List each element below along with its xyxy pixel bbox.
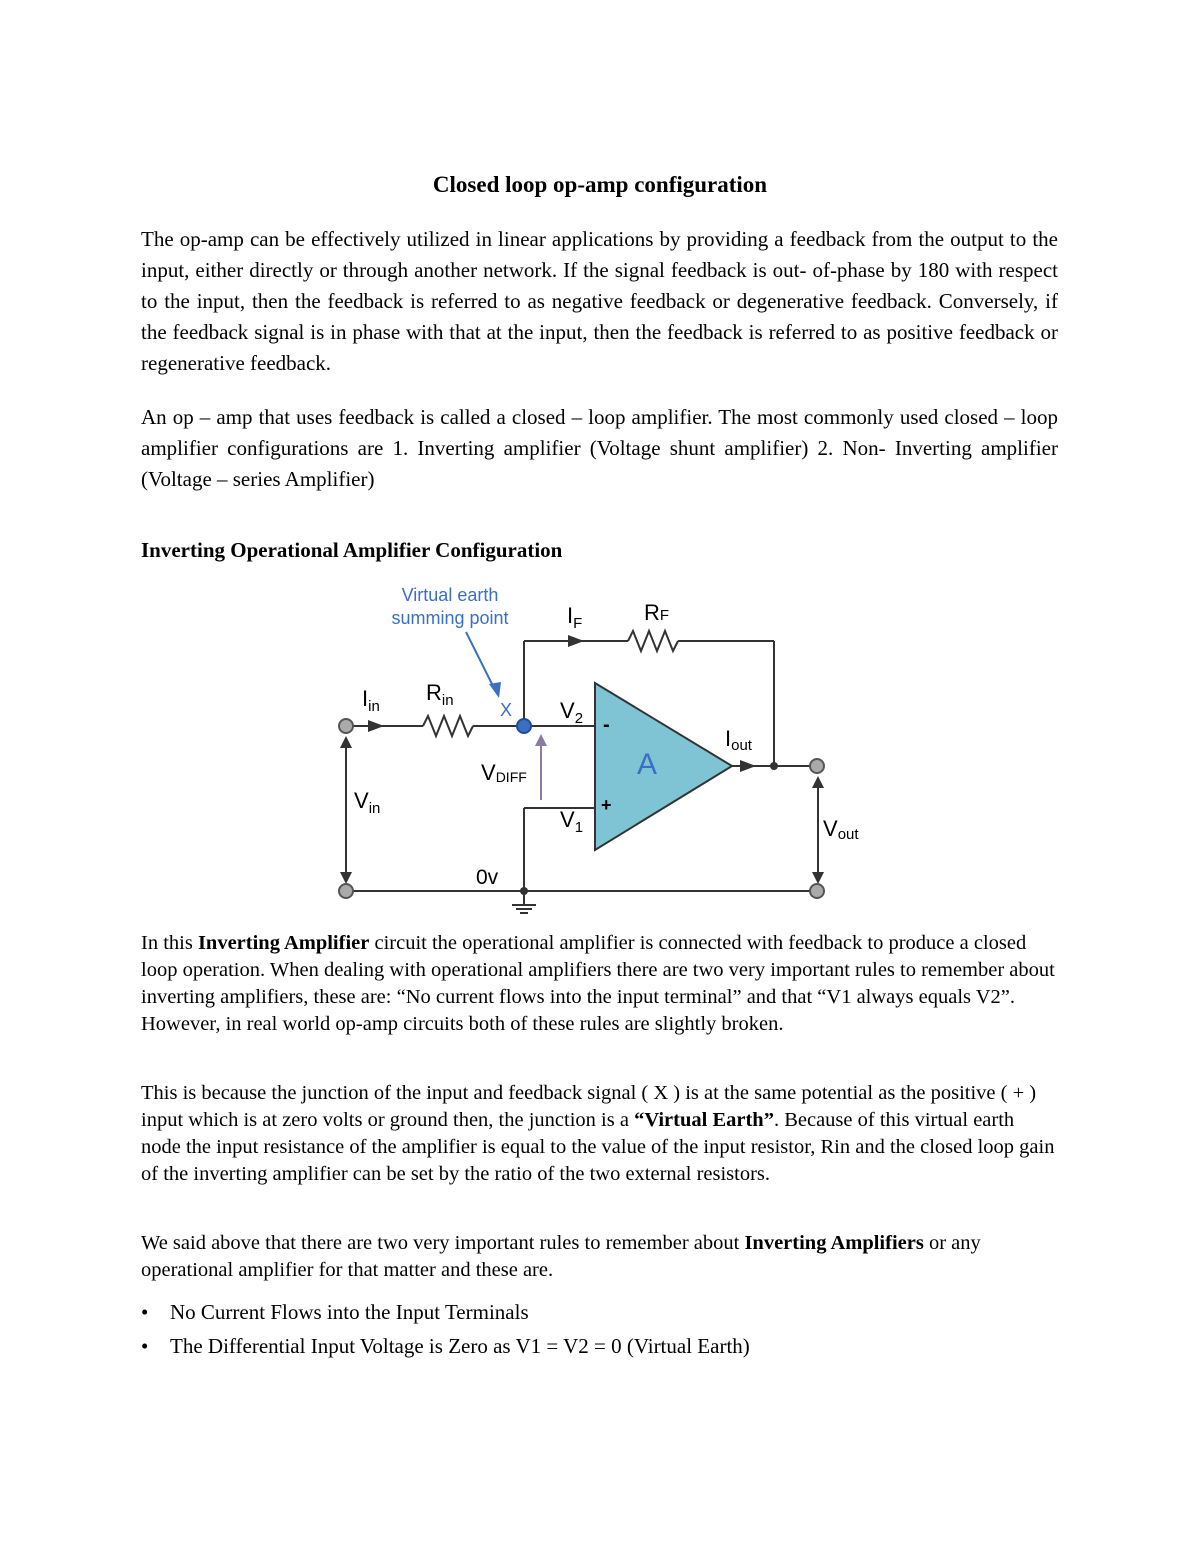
para3-bold: Inverting Amplifier	[197, 932, 370, 954]
vin-label: V	[354, 788, 369, 813]
rule-text: The Differential Input Voltage is Zero as V1 = V2 = 0 (Virtual Earth)	[170, 1334, 750, 1358]
svg-text:Vout	[823, 816, 859, 843]
svg-text:RF	[644, 600, 669, 625]
rf-label: R	[644, 600, 660, 625]
section-heading: Inverting Operational Amplifier Configuration	[141, 538, 563, 562]
iout-sub: out	[731, 737, 752, 754]
rule-text: No Current Flows into the Input Terminals	[170, 1300, 529, 1324]
virtual-earth-label-line2: summing point	[391, 608, 509, 628]
v2-sub: 2	[574, 710, 584, 727]
svg-text:V2	[560, 698, 583, 727]
op-amp-label: A	[637, 748, 658, 781]
svg-text:Iin	[362, 686, 380, 715]
summing-junction-node	[517, 719, 531, 733]
rin-sub: in	[441, 692, 454, 709]
rf-sub: F	[659, 607, 670, 624]
virtual-earth-pointer-head	[489, 682, 501, 698]
virtual-earth-paragraph	[141, 1080, 1058, 1188]
rin-label: R	[426, 680, 442, 705]
list-item	[141, 1297, 750, 1331]
virtual-earth-label-line1: Virtual earth	[401, 585, 499, 605]
if-sub: F	[573, 615, 583, 632]
vout-arrow-down	[812, 872, 824, 884]
vout-label: V	[823, 816, 838, 841]
iin-arrow	[368, 720, 384, 732]
svg-text:Rin	[426, 680, 454, 709]
ground-node	[520, 887, 528, 895]
svg-text:V1	[560, 807, 583, 836]
para3-text-2: circuit the operational amplifier is connected with feedback to produce a closed loop operation. When dealing with operational amplifiers there are two very important rules to remember about inverting amplifiers, these are: “No current flows into the input terminal” and that “V1 always equals V2”. However, in real world op-amp circuits both of these rules are slightly broken.	[141, 932, 1055, 1035]
vdiff-arrow-head	[535, 734, 547, 746]
svg-text:Vin	[354, 788, 380, 817]
virtual-earth-pointer	[466, 632, 495, 690]
svg-text:Iout	[725, 726, 753, 754]
para4-text-1: This is because the junction of the input and feedback signal ( X ) is at the same potential as the positive ( + ) input which is at zero volts or ground then, the junction is a	[141, 1082, 1037, 1131]
iin-sub: in	[368, 698, 380, 715]
list-item	[141, 1331, 750, 1365]
output-node	[770, 762, 778, 770]
rf-resistor	[628, 631, 678, 651]
vout-ground-terminal	[810, 884, 824, 898]
vin-terminal	[339, 719, 353, 733]
if-label: I	[567, 603, 574, 628]
vout-terminal	[810, 759, 824, 773]
rules-list	[141, 1297, 750, 1365]
para4-text-2: . Because of this virtual earth node the input resistance of the amplifier is equal to the value of the input resistor, Rin and the closed loop gain of the inverting amplifier can be set by the ratio of the two external resistors.	[141, 1109, 1055, 1185]
junction-x-label: X	[500, 700, 513, 720]
vin-sub: in	[368, 800, 381, 817]
op-amp-triangle	[595, 683, 732, 850]
inverting-amplifier-diagram	[320, 578, 880, 918]
closed-loop-paragraph: An op – amp that uses feedback is called a closed – loop amplifier. The most commonly used closed – loop amplifier configurations are 1. Inverting amplifier (Voltage shunt amplifier) 2. Non- Inverting amplifier (Voltage – series Amplifier)	[141, 405, 1058, 491]
ground-0v-label: 0v	[476, 866, 499, 889]
noninverting-input-sign: +	[601, 795, 612, 815]
para5-bold: Inverting Amplifiers	[744, 1232, 924, 1254]
vdiff-sub: DIFF	[495, 769, 527, 785]
iout-arrow	[740, 760, 756, 772]
rin-resistor	[423, 716, 473, 736]
rules-intro-paragraph	[141, 1230, 1058, 1284]
intro-paragraph: The op-amp can be effectively utilized in linear applications by providing a feedback from the output to the input, either directly or through another network. If the signal feedback is out- of-phase by 180 with respect to the input, then the feedback is referred to as negative feedback or degenerative feedback. Conversely, if the feedback signal is in phase with that at the input, then the feedback is referred to as positive feedback or regenerative feedback.	[141, 227, 1058, 375]
vin-ground-terminal	[339, 884, 353, 898]
para5-text-1: We said above that there are two very important rules to remember about	[141, 1232, 745, 1254]
vout-arrow-up	[812, 776, 824, 788]
vin-arrow-up	[340, 736, 352, 748]
inverting-amp-paragraph	[141, 930, 1058, 1038]
iin-label: I	[362, 686, 369, 711]
vout-sub: out	[837, 826, 859, 843]
if-arrow	[568, 635, 584, 647]
page-title: Closed loop op-amp configuration	[432, 172, 768, 197]
inverting-input-sign: -	[603, 714, 610, 736]
bullet-icon: •	[141, 1300, 149, 1324]
iout-label: I	[725, 726, 732, 751]
para4-bold: “Virtual Earth”	[634, 1109, 774, 1131]
para3-text-1: In this	[141, 932, 198, 954]
v1-sub: 1	[574, 819, 584, 836]
svg-text:VDIFF	[481, 760, 527, 785]
v1-label: V	[560, 807, 575, 832]
bullet-icon: •	[141, 1334, 149, 1358]
vin-arrow-down	[340, 872, 352, 884]
para5-text-2: or any operational amplifier for that matter and these are.	[141, 1232, 981, 1281]
v2-label: V	[560, 698, 575, 723]
vdiff-label: V	[481, 760, 496, 785]
svg-text:IF	[567, 603, 582, 632]
